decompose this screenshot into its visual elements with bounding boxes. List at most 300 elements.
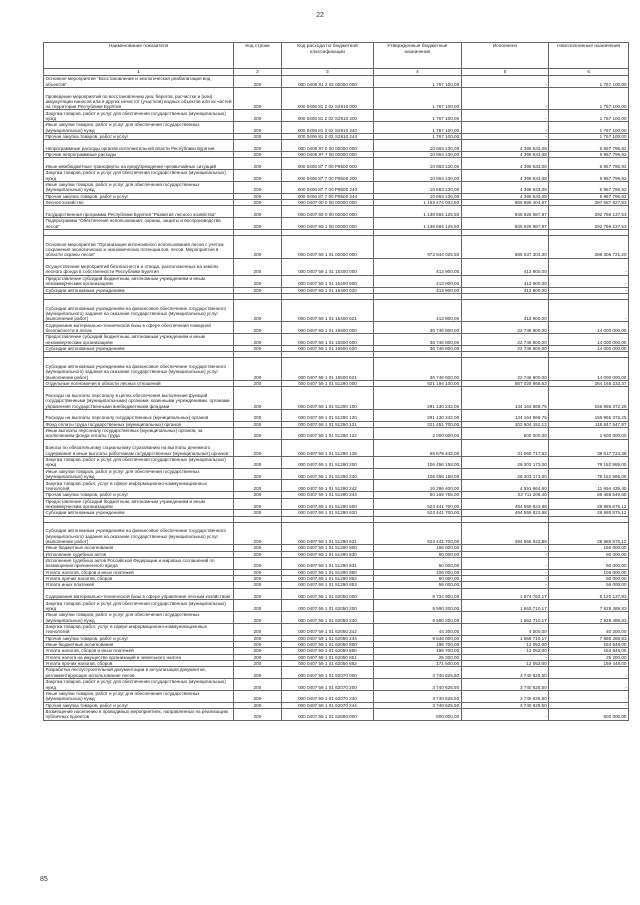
cell-row-code: 200	[234, 456, 282, 468]
cell-executed: -	[461, 582, 549, 588]
cell-row-code: 200	[234, 569, 282, 575]
cell-remaining: 7 888 289,83	[549, 635, 629, 641]
cell-row-code: 200	[234, 510, 282, 516]
cell-remaining: 5 967 796,92	[549, 158, 629, 170]
cell-executed: 12 052,00	[461, 642, 549, 648]
cell-remaining: 14 000 000,00	[549, 346, 629, 352]
cell-executed: -	[461, 545, 549, 551]
cell-row-code: 200	[234, 654, 282, 660]
cell-classification: 000 0407 59 1 01 15500 621	[281, 358, 373, 381]
cell-row-code: 200	[234, 642, 282, 648]
cell-approved: 36 746 800,00	[374, 322, 462, 334]
cell-classification: 000 0407 59 1 01 51290 121	[281, 421, 373, 427]
cell-remaining: -	[549, 690, 629, 702]
cell-name: Прочие непрограммные расходы	[44, 152, 234, 158]
cell-remaining: 28 885 876,12	[549, 522, 629, 545]
cell-approved: 9 590 200,00	[374, 612, 462, 624]
cell-classification: 000 0407 59 1 01 51290 240	[281, 468, 373, 480]
cell-row-code: 200	[234, 557, 282, 569]
cell-executed: 3 740 625,50	[461, 679, 549, 691]
cell-executed: -	[461, 569, 549, 575]
cell-name: Фонд оплаты труда государственных (муниципальных) органов	[44, 421, 234, 427]
cell-executed: -	[461, 110, 549, 122]
cell-row-code: 200	[234, 427, 282, 439]
cell-classification: 000 0407 59 1 01 51290 120	[281, 409, 373, 421]
cell-row-code: 200	[234, 468, 282, 480]
cell-row-code: 200	[234, 275, 282, 287]
cell-name: Исполнение судебных актов Российской Федерации и мировых соглашений по возмещению причиненного вреда	[44, 557, 234, 569]
cell-classification: 000 0407 59 1 01 15400 620	[281, 287, 373, 293]
table-row	[44, 299, 629, 322]
cell-approved: 10 663 130,00	[374, 181, 462, 193]
cell-approved: 90 169 758,00	[374, 492, 462, 498]
cell-executed: -	[461, 133, 549, 139]
cell-classification: 000 0407 59 1 01 51290 244	[281, 492, 373, 498]
cell-name: Содержание материально-технической базы в сфере обеспечения пожарной безопасности в лесах	[44, 322, 234, 334]
cell-classification: 000 0407 59 1 01 51290 853	[281, 582, 373, 588]
cell-name: Предоставление субсидий бюджетным, автономным учреждениям и иным некоммерческим организациям	[44, 275, 234, 287]
table-row	[44, 87, 629, 110]
cell-remaining: 5 967 796,92	[549, 140, 629, 152]
cell-approved: 196 700,00	[374, 648, 462, 654]
cell-approved: 500 000,00	[374, 708, 462, 720]
table-row	[44, 258, 629, 275]
cell-executed: 494 555 823,88	[461, 510, 549, 516]
cell-executed: 3 740 625,50	[461, 667, 549, 679]
cell-executed: -	[461, 557, 549, 569]
table-row	[44, 498, 629, 510]
cell-row-code: 200	[234, 635, 282, 641]
cell-remaining: 166 000,00	[549, 545, 629, 551]
cell-remaining: 66 458 549,60	[549, 492, 629, 498]
cell-remaining: 1 500 000,00	[549, 427, 629, 439]
cell-approved: 25 200,00	[374, 654, 462, 660]
cell-approved: 1 767 100,00	[374, 87, 462, 110]
cell-classification: 000 0407 59 1 01 51290 242	[281, 480, 373, 492]
cell-row-code: 200	[234, 582, 282, 588]
cell-executed: 12 052,00	[461, 660, 549, 666]
cell-executed: 22 746 800,00	[461, 334, 549, 346]
cell-executed: 4 395 533,08	[461, 193, 549, 199]
cell-approved: 2 000 000,00	[374, 427, 462, 439]
column-number: 1	[44, 69, 234, 76]
column-number: 2	[234, 69, 282, 76]
cell-remaining: 7 928 489,83	[549, 612, 629, 624]
cell-classification: 000 0407 59 1 01 51290 200	[281, 456, 373, 468]
table-row	[44, 140, 629, 152]
cell-approved: 50 000,00	[374, 551, 462, 557]
cell-name: Взносы по обязательному социальному страхованию на выплаты денежного содержания и иные выплаты работникам государственных (муниципальных) органов	[44, 439, 234, 456]
cell-executed: 494 555 823,88	[461, 498, 549, 510]
header-name: Наименование показателя	[44, 43, 234, 69]
cell-remaining: 14 000 000,00	[549, 358, 629, 381]
cell-row-code: 200	[234, 708, 282, 720]
column-number: 6	[549, 69, 629, 76]
cell-name: Закупка товаров, работ, услуг в сфере информационно-коммуникационных технологий	[44, 623, 234, 635]
cell-classification: 000 0407 59 1 01 51290 122	[281, 427, 373, 439]
cell-classification: 000 0406 81 2 02 00000 000	[281, 76, 373, 88]
cell-name: Государственная программа Республики Бурятия "Развитие лесного хозяйства"	[44, 206, 234, 218]
table-row	[44, 427, 629, 439]
cell-name: Иные закупки товаров, работ и услуг для обеспечения государственных (муниципальных) нужд	[44, 468, 234, 480]
cell-name: Уплата прочих налогов, сборов	[44, 575, 234, 581]
cell-name: Иные бюджетные ассигнования	[44, 545, 234, 551]
cell-row-code: 200	[234, 387, 282, 410]
cell-classification: 000 0407 59 1 01 62880 000	[281, 708, 373, 720]
cell-classification: 000 0406 87 7 00 00000 000	[281, 152, 373, 158]
cell-classification: 000 0407 59 1 01 62070 200	[281, 679, 373, 691]
table-row	[44, 322, 629, 334]
cell-classification: 000 0407 59 1 01 51290 830	[281, 551, 373, 557]
cell-executed: -	[461, 76, 549, 88]
cell-name: Уплата иных платежей	[44, 582, 234, 588]
cell-approved: 36 746 800,00	[374, 346, 462, 352]
cell-classification: 000 0407 59 1 01 62070 244	[281, 702, 373, 708]
cell-classification: 000 0406 81 2 02 S2910 244	[281, 133, 373, 139]
cell-executed: 4 000,00	[461, 623, 549, 635]
cell-remaining: 1 767 100,00	[549, 133, 629, 139]
cell-remaining: 156 965 372,25	[549, 409, 629, 421]
cell-row-code: 200	[234, 87, 282, 110]
table-row	[44, 380, 629, 386]
table-row	[44, 122, 629, 134]
cell-remaining: 1 767 100,00	[549, 122, 629, 134]
cell-name: Основное мероприятие "Восстановление и экологическая реабилитация вод объектов"	[44, 76, 234, 88]
cell-remaining: 288 306 721,20	[549, 235, 629, 258]
cell-row-code: 200	[234, 152, 282, 158]
cell-row-code: 200	[234, 193, 282, 199]
cell-executed: 31 060 717,62	[461, 439, 549, 456]
cell-approved: 1 153 474 032,50	[374, 200, 462, 206]
cell-approved: 921 194 100,00	[374, 380, 462, 386]
cell-approved: 106 456 158,00	[374, 468, 462, 480]
cell-classification: 000 0407 59 1 01 62050 200	[281, 600, 373, 612]
cell-approved: 10 663 130,00	[374, 152, 462, 158]
header-remaining: Неисполненные назначения	[549, 43, 629, 69]
cell-row-code: 200	[234, 667, 282, 679]
cell-row-code: 200	[234, 322, 282, 334]
cell-name: Прочая закупка товаров, работ и услуг	[44, 702, 234, 708]
cell-row-code: 200	[234, 110, 282, 122]
cell-executed: 4 395 533,08	[461, 158, 549, 170]
cell-name: Иные бюджетные ассигнования	[44, 642, 234, 648]
cell-executed: -	[461, 122, 549, 134]
cell-row-code: 200	[234, 480, 282, 492]
cell-classification: 000 0407 59 1 01 62050 852	[281, 660, 373, 666]
table-row	[44, 76, 629, 88]
cell-classification: 000 0407 59 1 01 62050 244	[281, 635, 373, 641]
cell-row-code: 200	[234, 181, 282, 193]
cell-classification: 000 0407 59 1 01 62070 000	[281, 667, 373, 679]
cell-row-code: 200	[234, 287, 282, 293]
table-row	[44, 480, 629, 492]
cell-classification: 000 0406 87 0 00 00000 000	[281, 140, 373, 152]
cell-executed: 28 303 173,00	[461, 456, 549, 468]
cell-executed: 28 303 173,00	[461, 468, 549, 480]
cell-name: Проведение мероприятий по восстановлению дна, берегов, расчистке и (или) аккумуляции наносов ила и других нечистот (участков) водных объектов или их частей на территории Республики Бурятия	[44, 87, 234, 110]
cell-remaining: 292 768 137,53	[549, 218, 629, 230]
header-approved: Утвержденные бюджетные назначения	[374, 43, 462, 69]
table-row	[44, 690, 629, 702]
cell-classification: 000 0407 59 1 01 15500 000	[281, 322, 373, 334]
cell-name: Закупка товаров, работ, услуг в сфере информационно-коммуникационных технологий	[44, 480, 234, 492]
cell-approved: 9 590 200,00	[374, 600, 462, 612]
cell-row-code: 200	[234, 498, 282, 510]
cell-remaining: 7 928 489,83	[549, 600, 629, 612]
cell-approved: 56 000,00	[374, 582, 462, 588]
cell-remaining: 287 587 627,83	[549, 200, 629, 206]
cell-row-code: 200	[234, 409, 282, 421]
cell-row-code: 200	[234, 122, 282, 134]
table-row	[44, 235, 629, 258]
cell-row-code: 200	[234, 158, 282, 170]
cell-approved: 10 663 130,00	[374, 158, 462, 170]
cell-remaining: -	[549, 299, 629, 322]
cell-row-code: 200	[234, 200, 282, 206]
cell-remaining: 5 967 796,92	[549, 152, 629, 158]
cell-classification: 000 0407 00 0 00 00000 000	[281, 200, 373, 206]
cell-approved: 1 767 100,00	[374, 110, 462, 122]
cell-classification: 000 0407 59 1 01 15400 621	[281, 299, 373, 322]
cell-name: Иные закупки товаров, работ и услуг для обеспечения государственных (муниципальных) нужд	[44, 122, 234, 134]
cell-approved: 16 286 400,00	[374, 480, 462, 492]
cell-executed: 4 395 533,08	[461, 181, 549, 193]
cell-remaining: 184 648,00	[549, 642, 629, 648]
cell-name: Отдельные полномочия в области лесных отношений	[44, 380, 234, 386]
cell-row-code: 200	[234, 76, 282, 88]
cell-classification: 000 0407 59 1 00 00000 000	[281, 218, 373, 230]
cell-approved: 9 734 900,00	[374, 588, 462, 600]
cell-remaining: 50 000,00	[549, 575, 629, 581]
cell-executed: -	[461, 654, 549, 660]
cell-executed: 865 886 404,67	[461, 200, 549, 206]
cell-approved: 523 441 700,00	[374, 522, 462, 545]
cell-executed: 22 746 800,00	[461, 322, 549, 334]
cell-approved: 166 000,00	[374, 545, 462, 551]
cell-name: Предоставление субсидий бюджетным, автономным учреждениям и иным некоммерческим организациям	[44, 498, 234, 510]
header-executed: Исполнено	[461, 43, 549, 69]
cell-remaining: 56 000,00	[549, 582, 629, 588]
cell-row-code: 200	[234, 380, 282, 386]
cell-classification: 000 0407 59 1 01 62070 240	[281, 690, 373, 702]
cell-approved: 221 451 700,00	[374, 421, 462, 427]
cell-approved: 413 900,00	[374, 258, 462, 275]
cell-executed: 500 000,00	[461, 427, 549, 439]
cell-name: Субсидии автономным учреждениям на финансовое обеспечение государственного (муниципального) задания на оказание государственных (муниципальных) услуг (выполнение работ)	[44, 522, 234, 545]
cell-executed: 845 925 987,97	[461, 206, 549, 218]
footer-page-number: 85	[40, 876, 48, 883]
cell-row-code: 200	[234, 235, 282, 258]
cell-executed: 4 395 533,08	[461, 170, 549, 182]
cell-name: Содержание материально-технической базы в сфере управления лесным хозяйством	[44, 588, 234, 600]
cell-approved: 413 900,00	[374, 299, 462, 322]
column-number: 5	[461, 69, 549, 76]
cell-row-code: 200	[234, 218, 282, 230]
cell-approved: 9 546 000,00	[374, 635, 462, 641]
cell-row-code: 200	[234, 170, 282, 182]
cell-row-code: 200	[234, 690, 282, 702]
page-number: 22	[316, 12, 324, 19]
cell-executed: 22 746 800,00	[461, 358, 549, 381]
cell-approved: 291 130 242,00	[374, 409, 462, 421]
cell-row-code: 200	[234, 600, 282, 612]
cell-classification: 000 0407 59 1 01 51290 100	[281, 387, 373, 410]
cell-classification: 000 0406 81 2 02 S2910 200	[281, 110, 373, 122]
cell-classification: 000 0407 59 1 01 51290 000	[281, 380, 373, 386]
cell-executed: 1 658 710,17	[461, 635, 549, 641]
cell-remaining: 1 767 100,00	[549, 110, 629, 122]
cell-classification: 000 0407 59 1 01 15400 000	[281, 258, 373, 275]
cell-remaining: 50 000,00	[549, 551, 629, 557]
cell-approved: 10 663 130,00	[374, 140, 462, 152]
cell-approved: 3 740 625,50	[374, 679, 462, 691]
cell-executed: 22 746 800,00	[461, 346, 549, 352]
cell-name: Уплата налогов, сборов и иных платежей	[44, 569, 234, 575]
cell-approved: 10 663 130,00	[374, 170, 462, 182]
cell-name: Закупка товаров, работ и услуг для обеспечения государственных (муниципальных) нужд	[44, 110, 234, 122]
cell-remaining: 159 448,00	[549, 660, 629, 666]
cell-remaining: 5 967 796,92	[549, 193, 629, 199]
cell-name: Иные закупки товаров, работ и услуг для обеспечения государственных (муниципальных) нужд	[44, 181, 234, 193]
cell-name: Расходы на выплаты персоналу государственных (муниципальных) органов	[44, 409, 234, 421]
cell-row-code: 200	[234, 551, 282, 557]
cell-name: Разработка лесоустроительной документации и актуализация документов, регламентирующих использование лесов	[44, 667, 234, 679]
cell-row-code: 200	[234, 679, 282, 691]
cell-executed: 685 537 304,30	[461, 235, 549, 258]
header-row-code: Код строки	[234, 43, 282, 69]
table-row	[44, 623, 629, 635]
cell-name: Субсидии автономным учреждениям	[44, 510, 234, 516]
cell-row-code: 200	[234, 702, 282, 708]
cell-remaining: 118 847 547,87	[549, 421, 629, 427]
cell-approved: 36 746 800,00	[374, 358, 462, 381]
cell-remaining: 40 200,00	[549, 623, 629, 635]
cell-classification: 000 0407 59 1 01 51290 800	[281, 545, 373, 551]
cell-remaining: -	[549, 679, 629, 691]
cell-row-code: 200	[234, 421, 282, 427]
cell-remaining: 1 767 100,00	[549, 76, 629, 88]
cell-approved: 1 138 694 125,50	[374, 206, 462, 218]
cell-classification: 000 0407 59 1 01 51290 850	[281, 569, 373, 575]
cell-executed: 134 164 869,75	[461, 409, 549, 421]
cell-executed: 12 052,00	[461, 648, 549, 654]
cell-name: Иные закупки товаров, работ и услуг для обеспечения государственных (муниципальных) нужд	[44, 612, 234, 624]
cell-row-code: 200	[234, 346, 282, 352]
table-row	[44, 600, 629, 612]
column-number: 4	[374, 69, 462, 76]
cell-classification: 000 0407 59 1 01 51290 620	[281, 510, 373, 516]
cell-name: Закупка товаров, работ и услуг для обеспечения государственных (муниципальных) нужд	[44, 679, 234, 691]
cell-remaining: 28 885 876,12	[549, 498, 629, 510]
cell-approved: 10 663 130,00	[374, 193, 462, 199]
cell-remaining: 5 967 796,92	[549, 181, 629, 193]
cell-classification: 000 0406 87 7 00 P9500 200	[281, 170, 373, 182]
budget-execution-table	[43, 42, 629, 721]
cell-row-code: 200	[234, 492, 282, 498]
cell-executed: -	[461, 551, 549, 557]
cell-name: Закупка товаров, работ и услуг для обеспечения государственных (муниципальных) нужд	[44, 600, 234, 612]
cell-remaining: -	[549, 275, 629, 287]
cell-classification: 000 0407 59 0 00 00000 000	[281, 206, 373, 218]
cell-remaining: -	[549, 667, 629, 679]
cell-name: Уплата налогов, сборов и иных платежей	[44, 648, 234, 654]
cell-name: Подпрограмма "Обеспечение использования, охраны, защиты и воспроизводства лесов"	[44, 218, 234, 230]
cell-executed: 23 711 208,40	[461, 492, 549, 498]
cell-name: Уплата налога на имущество организаций и земельного налога	[44, 654, 234, 660]
cell-row-code: 200	[234, 575, 282, 581]
column-number: 3	[281, 69, 373, 76]
cell-row-code: 200	[234, 545, 282, 551]
table-row	[44, 456, 629, 468]
table-row	[44, 421, 629, 427]
cell-remaining: 28 885 876,12	[549, 510, 629, 516]
cell-name: Закупка товаров, работ и услуг для обеспечения государственных (муниципальных) нужд	[44, 456, 234, 468]
cell-name: Лесное хозяйство	[44, 200, 234, 206]
table-row	[44, 170, 629, 182]
cell-remaining: -	[549, 287, 629, 293]
cell-approved: 413 900,00	[374, 275, 462, 287]
cell-classification: 000 0407 59 1 01 62050 242	[281, 623, 373, 635]
cell-classification: 000 0407 59 1 01 51290 621	[281, 522, 373, 545]
cell-executed: 4 591 964,60	[461, 480, 549, 492]
cell-row-code: 200	[234, 206, 282, 218]
cell-remaining: 14 000 000,00	[549, 334, 629, 346]
cell-approved: 1 767 100,00	[374, 133, 462, 139]
table-row	[44, 110, 629, 122]
cell-name: Закупка товаров, работ и услуг для обеспечения государственных (муниципальных) нужд	[44, 170, 234, 182]
cell-executed: 413 900,00	[461, 258, 549, 275]
cell-approved: 973 844 025,50	[374, 235, 462, 258]
cell-executed: 3 740 625,50	[461, 690, 549, 702]
cell-remaining: 50 000,00	[549, 557, 629, 569]
cell-name: Прочая закупка товаров, работ и услуг	[44, 193, 234, 199]
cell-executed: 1 662 710,17	[461, 612, 549, 624]
cell-remaining: 78 152 985,00	[549, 468, 629, 480]
table-row	[44, 218, 629, 230]
cell-classification: 000 0407 59 1 01 15400 600	[281, 275, 373, 287]
cell-executed: 1 674 762,17	[461, 588, 549, 600]
cell-remaining: 14 000 000,00	[549, 322, 629, 334]
cell-classification: 000 0407 59 1 01 62050 850	[281, 648, 373, 654]
cell-approved: 3 740 625,50	[374, 702, 462, 708]
cell-name: Исполнение судебных актов	[44, 551, 234, 557]
table-row	[44, 275, 629, 287]
cell-executed: 134 164 869,75	[461, 387, 549, 410]
cell-row-code: 200	[234, 133, 282, 139]
cell-executed: 845 925 987,97	[461, 218, 549, 230]
cell-row-code: 200	[234, 612, 282, 624]
cell-name: Субсидии автономным учреждениям	[44, 287, 234, 293]
table-row	[44, 206, 629, 218]
cell-row-code: 200	[234, 588, 282, 600]
cell-classification: 000 0407 59 1 01 51290 129	[281, 439, 373, 456]
table-row	[44, 588, 629, 600]
cell-classification: 000 0407 59 1 01 62050 240	[281, 612, 373, 624]
cell-classification: 000 0407 59 1 01 51290 852	[281, 575, 373, 581]
cell-remaining: 38 617 724,38	[549, 439, 629, 456]
cell-approved: 44 200,00	[374, 623, 462, 635]
cell-name: Возмещение населению в проводимых мероприятиях, направленных на реализацию публичных проектов	[44, 708, 234, 720]
cell-classification: 000 0406 81 2 02 S2910 000	[281, 87, 373, 110]
cell-remaining: 1 767 100,00	[549, 87, 629, 110]
cell-name: Расходы на выплаты персоналу в целях обеспечения выполнения функций государственными (муниципальными) органами, казенными учреждениями, органами управления государственными внебюджетными фондами	[44, 387, 234, 410]
cell-remaining: 292 768 137,53	[549, 206, 629, 218]
cell-executed: 413 900,00	[461, 299, 549, 322]
table-row	[44, 667, 629, 679]
cell-approved: 50 000,00	[374, 557, 462, 569]
cell-name: Субсидии автономным учреждениям на финансовое обеспечение государственного (муниципального) задания на оказание государственных (муниципальных) услуг (выполнение работ)	[44, 358, 234, 381]
cell-approved: 1 138 694 125,50	[374, 218, 462, 230]
